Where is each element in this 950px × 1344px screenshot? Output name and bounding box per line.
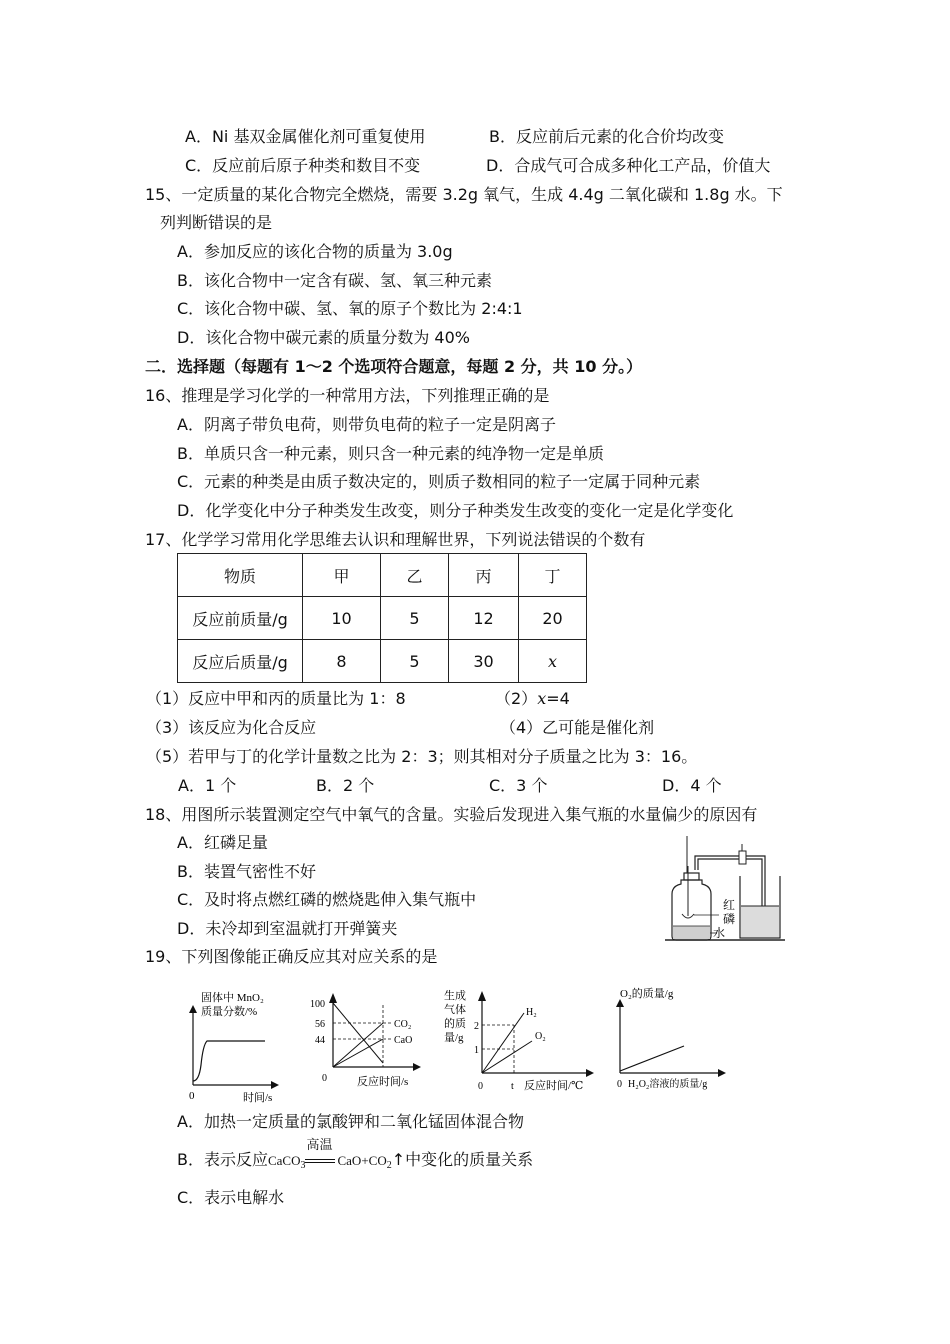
q15-stem-line2: 列判断错误的是 xyxy=(160,213,273,232)
q15-option-c: C．该化合物中碳、氢、氧的原子个数比为 2:4:1 xyxy=(177,299,523,318)
graph-d-line xyxy=(620,1046,684,1071)
graph-c-label-h2: H₂ xyxy=(526,1007,537,1018)
q17-statement-2-prefix: （2） xyxy=(495,689,538,708)
table-cell: 反应后质量/g xyxy=(178,640,303,683)
graph-b-tick-44: 44 xyxy=(315,1035,325,1046)
graph-c xyxy=(440,985,600,1095)
q17-statement-2 xyxy=(495,688,570,710)
q15-option-d: D．该化合物中碳元素的质量分数为 40% xyxy=(177,328,470,347)
q18-option-b: B．装置气密性不好 xyxy=(177,862,316,881)
label-water: 水 xyxy=(713,926,726,940)
table-cell: 甲 xyxy=(303,554,381,597)
oxygen-apparatus-figure xyxy=(665,836,790,946)
q17-mass-table xyxy=(177,553,587,683)
q17-option-b: B．2 个 xyxy=(316,776,375,795)
q17-stem: 17、化学学习常用化学思维去认识和理解世界，下列说法错误的个数有 xyxy=(145,530,646,549)
table-cell: 30 xyxy=(449,640,519,683)
q17-variable-x: x xyxy=(537,689,547,708)
q19-option-c: C．表示电解水 xyxy=(177,1188,285,1207)
table-cell: 5 xyxy=(381,640,449,683)
table-row xyxy=(178,640,587,683)
q16-option-c: C．元素的种类是由质子数决定的，则质子数相同的粒子一定属于同种元素 xyxy=(177,472,701,491)
table-cell: 丁 xyxy=(519,554,587,597)
graph-b-label-cao: CaO xyxy=(394,1035,413,1046)
table-cell: 8 xyxy=(303,640,381,683)
graph-b-tick-100: 100 xyxy=(310,999,325,1010)
q16-option-b: B．单质只含一种元素，则只含一种元素的纯净物一定是单质 xyxy=(177,444,604,463)
q16-stem: 16、推理是学习化学的一种常用方法，下列推理正确的是 xyxy=(145,386,550,405)
formula-sub-3: 3 xyxy=(300,1160,306,1171)
graph-b-origin: 0 xyxy=(322,1073,327,1084)
graph-c-origin: 0 xyxy=(478,1081,483,1092)
q17-option-d: D．4 个 xyxy=(662,776,722,795)
graph-b-xlabel: 反应时间/s xyxy=(357,1076,409,1088)
q14-option-c: C．反应前后原子种类和数目不变 xyxy=(185,156,421,175)
graph-b-label-co2: CO₂ xyxy=(394,1019,412,1030)
graph-a-xlabel: 时间/s xyxy=(243,1092,273,1104)
table-cell: 物质 xyxy=(178,554,303,597)
q19-option-b-suffix: ↑中变化的质量关系 xyxy=(391,1150,534,1169)
section2-heading: 二．选择题（每题有 1～2 个选项符合题意，每题 2 分，共 10 分。） xyxy=(145,357,643,376)
q14-option-d: D．合成气可合成多种化工产品，价值大 xyxy=(486,156,771,175)
graph-b-co2-line xyxy=(333,1023,383,1067)
q17-statement-3: （3）该反应为化合反应 xyxy=(146,718,317,737)
graph-d xyxy=(610,985,735,1090)
graph-c-ylabel-2: 气体 xyxy=(444,1004,466,1016)
formula-sub-2: 2 xyxy=(386,1160,392,1171)
q18-option-c: C．及时将点燃红磷的燃烧匙伸入集气瓶中 xyxy=(177,890,477,909)
q14-option-a: A．Ni 基双金属催化剂可重复使用 xyxy=(185,127,426,146)
graph-b-tick-56: 56 xyxy=(315,1019,325,1030)
q17-option-a: A．1 个 xyxy=(178,776,237,795)
graph-b-cao-line xyxy=(333,1039,383,1067)
graph-c-ylabel-4: 量/g xyxy=(444,1032,464,1044)
q16-option-a: A．阴离子带负电荷，则带负电荷的粒子一定是阴离子 xyxy=(177,415,556,434)
graph-d-origin: 0 xyxy=(617,1079,622,1090)
table-row xyxy=(178,554,587,597)
q17-statement-2-value: =4 xyxy=(546,689,570,708)
reaction-arrow xyxy=(305,1138,337,1171)
graph-c-tick-2: 2 xyxy=(474,1021,479,1032)
q18-option-d: D．未冷却到室温就打开弹簧夹 xyxy=(177,919,398,938)
table-cell: 乙 xyxy=(381,554,449,597)
table-cell: 20 xyxy=(519,597,587,640)
q15-option-b: B．该化合物中一定含有碳、氢、氧三种元素 xyxy=(177,271,492,290)
graph-c-t: t xyxy=(511,1081,514,1092)
reaction-condition: 高温 xyxy=(306,1138,333,1153)
graph-a xyxy=(185,985,285,1105)
label-red-phosphorus: 红磷 xyxy=(723,898,736,926)
graph-c-label-o2: O₂ xyxy=(535,1031,546,1042)
formula-cao-co: CaO+CO xyxy=(337,1153,387,1168)
formula-products xyxy=(337,1153,392,1171)
table-cell: 12 xyxy=(449,597,519,640)
q17-option-c: C．3 个 xyxy=(489,776,548,795)
graph-d-ylabel: O₂的质量/g xyxy=(620,988,674,1000)
graph-a-curve xyxy=(193,1041,265,1081)
q16-option-d: D．化学变化中分子种类发生改变，则分子种类发生改变的变化一定是化学变化 xyxy=(177,501,734,520)
q17-statement-5: （5）若甲与丁的化学计量数之比为 2：3；则其相对分子质量之比为 3：16。 xyxy=(146,747,698,766)
q19-option-b-prefix: B．表示反应 xyxy=(177,1150,268,1169)
q18-option-a: A．红磷足量 xyxy=(177,833,268,852)
q19-option-a: A．加热一定质量的氯酸钾和二氧化锰固体混合物 xyxy=(177,1112,524,1131)
graph-c-h2-line xyxy=(482,1013,524,1073)
graph-c-ylabel-1: 生成 xyxy=(444,990,466,1002)
graph-b xyxy=(305,985,425,1090)
table-cell: 10 xyxy=(303,597,381,640)
q17-statement-4: （4）乙可能是催化剂 xyxy=(500,718,655,737)
formula-caco3 xyxy=(267,1153,306,1171)
graph-c-tick-1: 1 xyxy=(474,1045,479,1056)
q15-stem-line1: 15、一定质量的某化合物完全燃烧，需要 3.2g 氧气，生成 4.4g 二氧化碳和 1.8g 水。下 xyxy=(145,185,783,204)
q14-option-b: B．反应前后元素的化合价均改变 xyxy=(489,127,724,146)
q18-stem: 18、用图所示装置测定空气中氧气的含量。实验后发现进入集气瓶的水量偏少的原因有 xyxy=(145,805,758,824)
table-cell: x xyxy=(519,640,587,683)
table-cell: 5 xyxy=(381,597,449,640)
graph-a-origin: 0 xyxy=(189,1090,195,1102)
q15-option-a: A．参加反应的该化合物的质量为 3.0g xyxy=(177,242,453,261)
graph-c-xlabel: 反应时间/℃ xyxy=(524,1080,584,1092)
graph-b-caco3-line xyxy=(333,1003,383,1063)
q19-stem: 19、下列图像能正确反应其对应关系的是 xyxy=(145,947,438,966)
formula-caco: CaCO xyxy=(267,1153,301,1168)
graph-c-o2-line xyxy=(482,1041,532,1073)
graph-a-ylabel-1: 固体中 MnO₂ xyxy=(201,992,264,1004)
graph-a-ylabel-2: 质量分数/% xyxy=(201,1006,258,1018)
graph-d-xlabel: H₂O₂溶液的质量/g xyxy=(628,1079,708,1090)
q17-statement-1: （1）反应中甲和丙的质量比为 1：8 xyxy=(146,689,406,708)
q19-option-b xyxy=(177,1138,534,1177)
table-row xyxy=(178,597,587,640)
graph-c-ylabel-3: 的质 xyxy=(444,1018,466,1030)
table-cell: 丙 xyxy=(449,554,519,597)
table-cell: 反应前质量/g xyxy=(178,597,303,640)
